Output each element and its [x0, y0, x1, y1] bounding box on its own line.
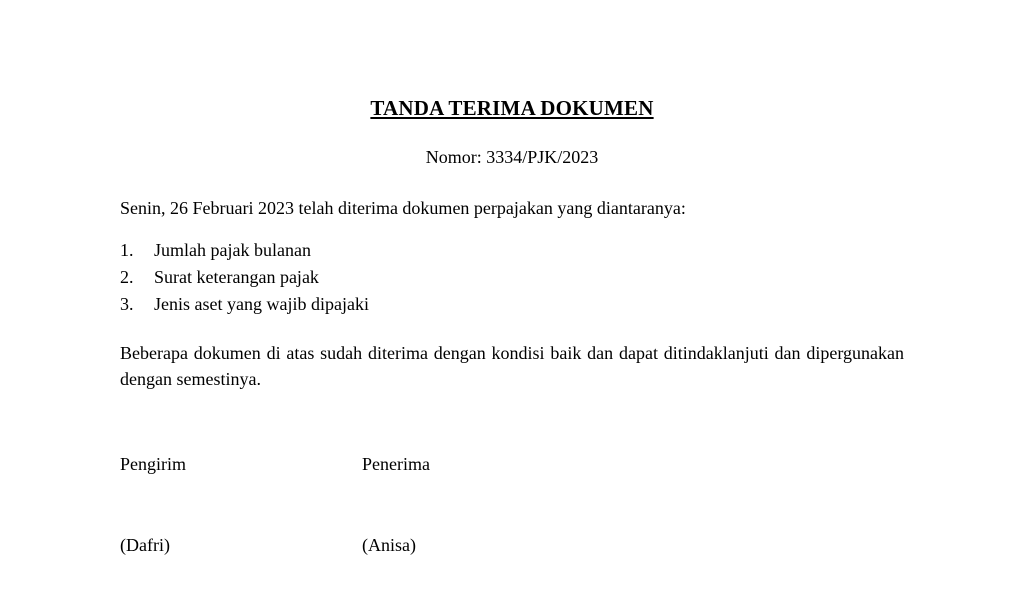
document-item-list [120, 219, 904, 318]
list-item-number: 2. [120, 267, 134, 287]
page-title: TANDA TERIMA DOKUMEN [370, 96, 654, 120]
receiver-name: (Anisa) [362, 535, 416, 556]
list-item-number: 1. [120, 240, 134, 260]
intro-paragraph: Senin, 26 Februari 2023 telah diterima dokumen perpajakan yang diantaranya: [120, 198, 686, 218]
sender-label: Pengirim [120, 454, 186, 475]
list-item-number: 3. [120, 294, 134, 314]
document-number: Nomor: 3334/PJK/2023 [425, 147, 599, 167]
list-item-label: Jumlah pajak bulanan [154, 240, 311, 260]
closing-paragraph: Beberapa dokumen di atas sudah diterima dengan kondisi baik dan dapat ditindaklanjuti dan dipergunakan dengan semestinya. [120, 343, 904, 390]
signature-name-row [120, 475, 904, 556]
receiver-label: Penerima [362, 454, 430, 475]
list-item [120, 264, 904, 291]
list-item-label: Surat keterangan pajak [154, 267, 319, 287]
signature-label-row [120, 392, 904, 475]
sender-name: (Dafri) [120, 535, 170, 556]
list-item [120, 237, 904, 264]
list-item [120, 291, 904, 318]
list-item-label: Jenis aset yang wajib dipajaki [154, 294, 369, 314]
